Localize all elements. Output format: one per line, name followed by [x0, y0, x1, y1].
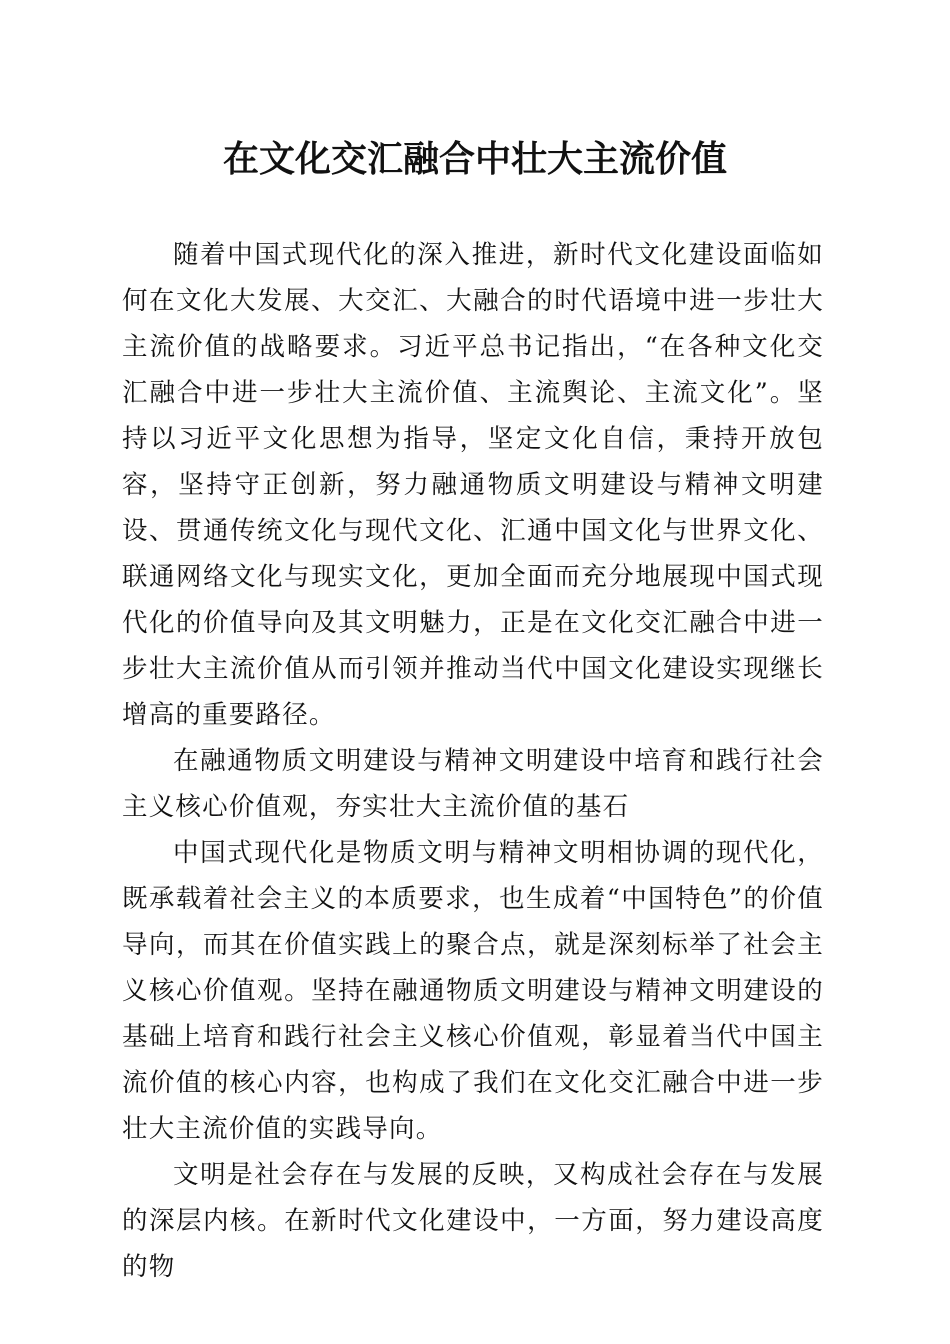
document-body: [122, 232, 824, 1290]
document-title: 在文化交汇融合中壮大主流价值: [222, 138, 727, 180]
paragraph-civilization: 文明是社会存在与发展的反映，又构成社会存在与发展的深层内核。在新时代文化建设中，一方面，努力建设高度的物: [122, 1160, 824, 1282]
paragraph-modernization: 中国式现代化是物质文明与精神文明相协调的现代化，既承载着社会主义的本质要求，也生成着“中国特色”的价值导向，而其在价值实践上的聚合点，就是深刻标举了社会主义核心价值观。坚持在融通物质文明建设与精神文明建设的基础上培育和践行社会主义核心价值观，彰显着当代中国主流价值的核心内容，也构成了我们在文化交汇融合中进一步壮大主流价值的实践导向。: [122, 838, 824, 1144]
paragraph-intro: 随着中国式现代化的深入推进，新时代文化建设面临如何在文化大发展、大交汇、大融合的时代语境中进一步壮大主流价值的战略要求。习近平总书记指出，“在各种文化交汇融合中进一步壮大主流价值、主流舆论、主流文化”。坚持以习近平文化思想为指导，坚定文化自信，秉持开放包容，坚持守正创新，努力融通物质文明建设与精神文明建设、贯通传统文化与现代文化、汇通中国文化与世界文化、联通网络文化与现实文化，更加全面而充分地展现中国式现代化的价值导向及其文明魅力，正是在文化交汇融合中进一步壮大主流价值从而引领并推动当代中国文化建设实现继长增高的重要路径。: [122, 240, 824, 730]
section-heading: 在融通物质文明建设与精神文明建设中培育和践行社会主义核心价值观，夯实壮大主流价值的基石: [122, 746, 824, 822]
